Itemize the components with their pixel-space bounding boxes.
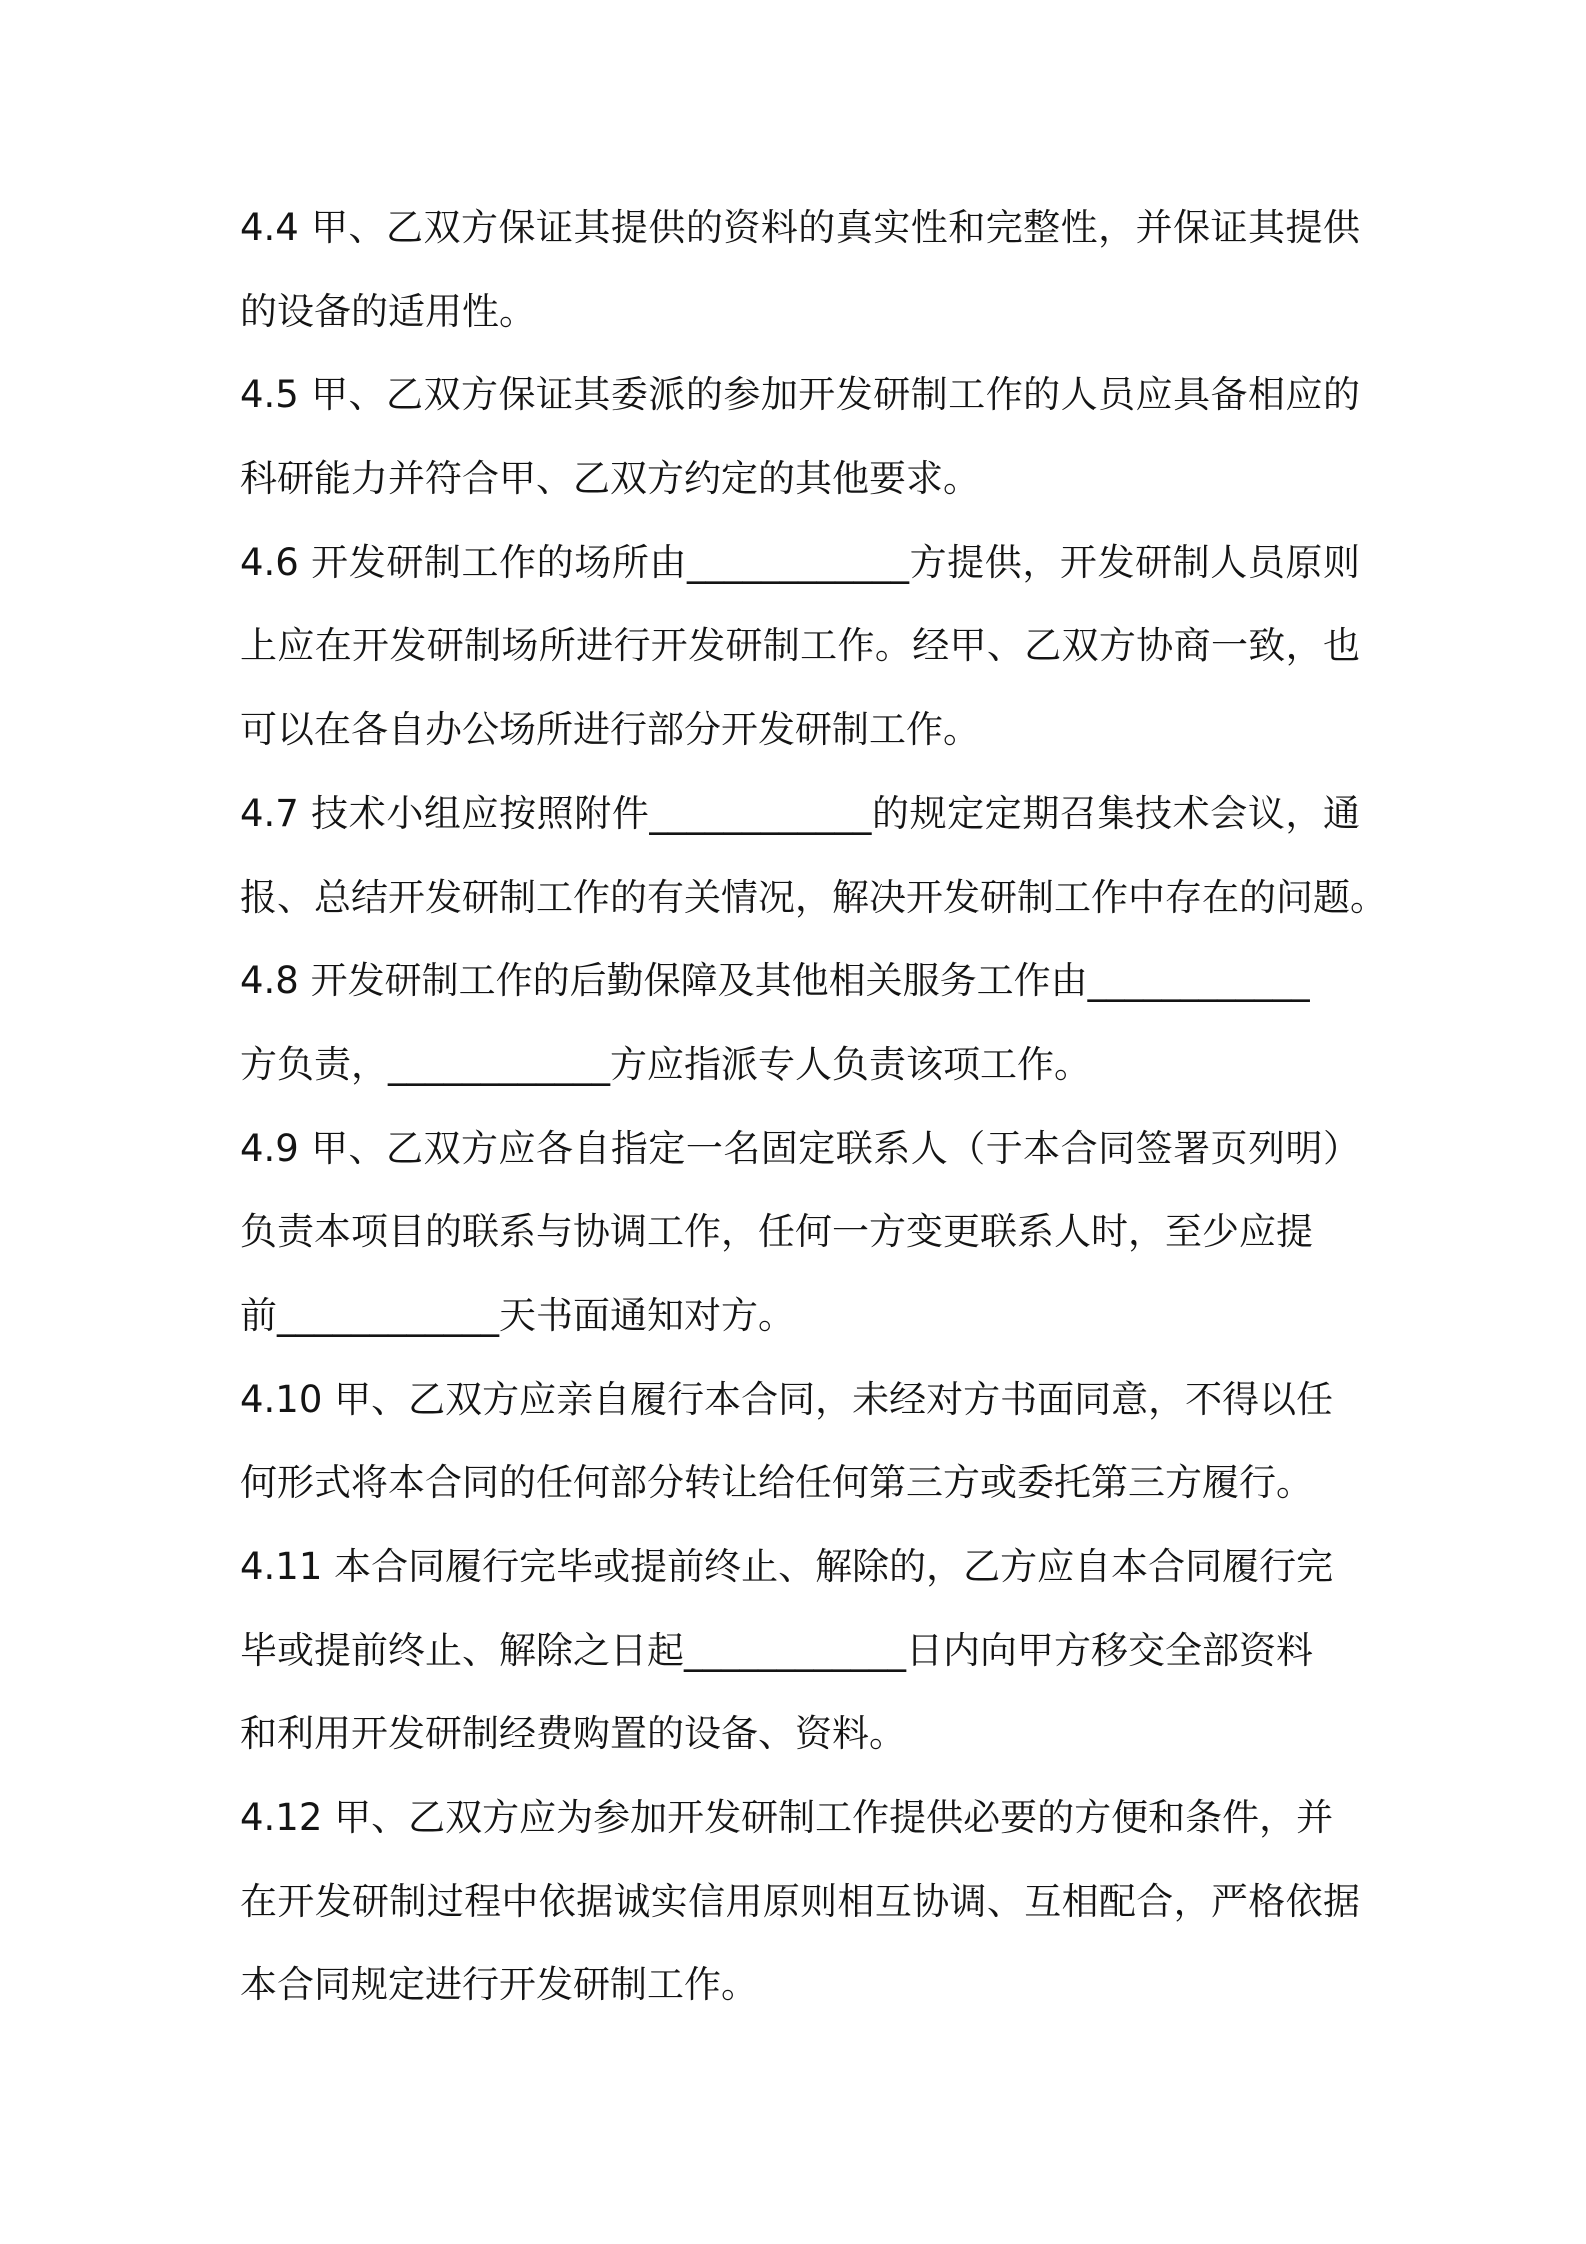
text-line: 4.8 开发研制工作的后勤保障及其他相关服务工作由____________ xyxy=(240,959,1310,1003)
text-line: 负责本项目的联系与协调工作，任何一方变更联系人时，至少应提 xyxy=(240,1210,1313,1254)
text-line: 4.11 本合同履行完毕或提前终止、解除的，乙方应自本合同履行完 xyxy=(240,1545,1334,1588)
text-line: 4.7 技术小组应按照附件____________的规定定期召集技术会议，通 xyxy=(240,791,1360,835)
text-line: 4.4 甲、乙双方保证其提供的资料的真实性和完整性，并保证其提供 xyxy=(240,206,1360,249)
text-line: 上应在开发研制场所进行开发研制工作。经甲、乙双方协商一致，也 xyxy=(240,624,1360,668)
text-line: 毕或提前终止、解除之日起____________日内向甲方移交全部资料 xyxy=(240,1628,1313,1672)
text-line: 的设备的适用性。 xyxy=(240,289,536,333)
text-line: 报、总结开发研制工作的有关情况，解决开发研制工作中存在的问题。 xyxy=(240,875,1387,919)
text-line: 何形式将本合同的任何部分转让给任何第三方或委托第三方履行。 xyxy=(240,1461,1313,1505)
text-line: 4.9 甲、乙双方应各自指定一名固定联系人（于本合同签署页列明） xyxy=(240,1126,1360,1170)
text-line: 可以在各自办公场所进行部分开发研制工作。 xyxy=(240,708,980,752)
text-line: 方负责，____________方应指派专人负责该项工作。 xyxy=(240,1042,1091,1086)
text-line: 科研能力并符合甲、乙双方约定的其他要求。 xyxy=(240,457,980,501)
text-line: 前____________天书面通知对方。 xyxy=(240,1293,795,1337)
text-line: 在开发研制过程中依据诚实信用原则相互协调、互相配合，严格依据 xyxy=(240,1879,1360,1923)
text-line: 4.6 开发研制工作的场所由____________方提供，开发研制人员原则 xyxy=(240,540,1360,584)
text-line: 4.12 甲、乙双方应为参加开发研制工作提供必要的方便和条件，并 xyxy=(240,1796,1334,1840)
text-line: 本合同规定进行开发研制工作。 xyxy=(240,1963,758,2007)
text-line: 4.5 甲、乙双方保证其委派的参加开发研制工作的人员应具备相应的 xyxy=(240,373,1360,417)
text-line: 和利用开发研制经费购置的设备、资料。 xyxy=(240,1712,906,1756)
text-line: 4.10 甲、乙双方应亲自履行本合同，未经对方书面同意，不得以任 xyxy=(240,1377,1334,1421)
contract-text xyxy=(240,200,1387,2041)
